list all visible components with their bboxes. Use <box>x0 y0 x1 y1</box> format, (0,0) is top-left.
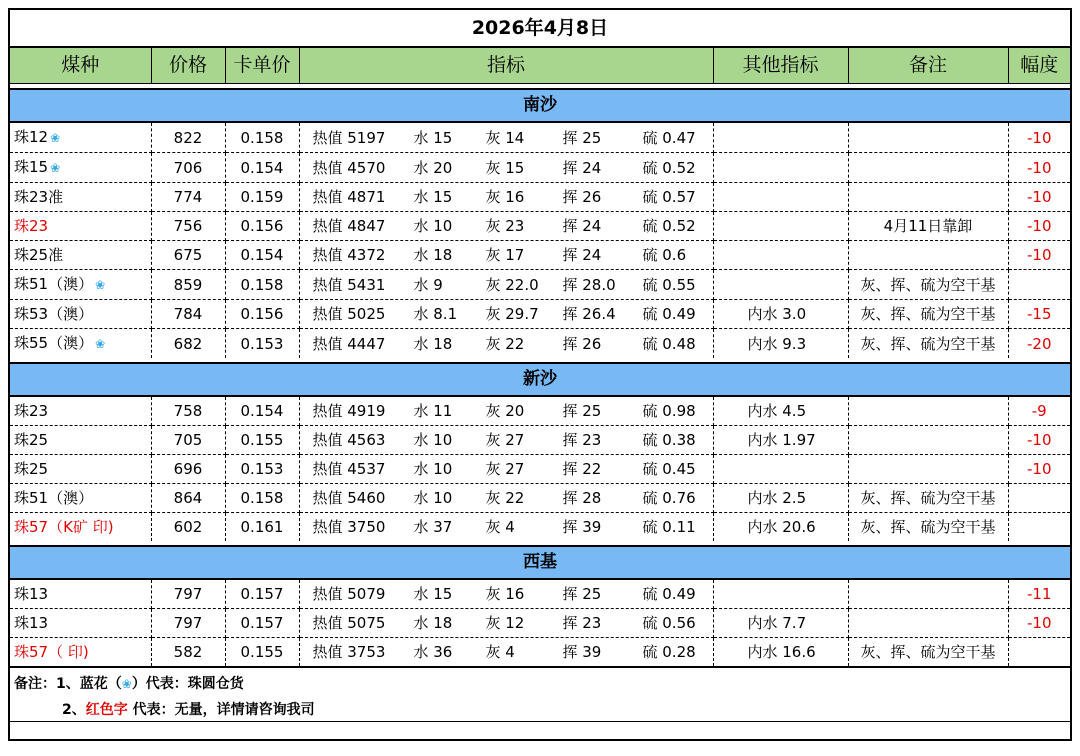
price-cell: 822 <box>151 122 225 153</box>
coal-name: 珠13 <box>14 585 49 603</box>
ash-value: 灰 20 <box>485 402 525 420</box>
heat-value: 热值 3750 <box>312 518 386 536</box>
ash-value: 灰 4 <box>485 643 515 661</box>
coal-name-cell <box>10 513 151 542</box>
other-indicator-cell: 内水 3.0 <box>713 300 848 329</box>
header-indicators: 指标 <box>299 48 713 84</box>
volatile-value: 挥 25 <box>562 585 602 603</box>
indicators-cell <box>299 183 713 212</box>
coal-name: 珠51（澳） <box>14 275 94 293</box>
indicators-cell <box>299 579 713 609</box>
other-indicator-cell: 内水 20.6 <box>713 513 848 542</box>
coal-name-cell <box>10 153 151 183</box>
unit-price-cell: 0.161 <box>225 513 299 542</box>
coal-name-cell <box>10 122 151 153</box>
table-row <box>10 396 1070 426</box>
other-indicator-cell: 内水 4.5 <box>713 396 848 426</box>
unit-price-cell: 0.156 <box>225 300 299 329</box>
blue-flower-icon: ❀ <box>50 161 61 175</box>
remark-cell <box>848 183 1008 212</box>
table-row <box>10 329 1070 359</box>
water-value: 水 11 <box>413 402 453 420</box>
change-cell: -10 <box>1008 609 1070 638</box>
volatile-value: 挥 26 <box>562 334 602 353</box>
coal-name: 珠23 <box>14 217 49 235</box>
change-cell <box>1008 513 1070 542</box>
remark-cell <box>848 396 1008 426</box>
volatile-value: 挥 26.4 <box>562 305 616 323</box>
ash-value: 灰 22 <box>485 334 525 353</box>
table-row <box>10 638 1070 667</box>
table-row <box>10 484 1070 513</box>
water-value: 水 10 <box>413 460 453 478</box>
remark-cell <box>848 426 1008 455</box>
volatile-value: 挥 24 <box>562 217 602 235</box>
coal-name-cell <box>10 300 151 329</box>
section-title: 南沙 <box>10 89 1070 122</box>
heat-value: 热值 4847 <box>312 217 386 235</box>
remark-cell: 灰、挥、硫为空干基 <box>848 484 1008 513</box>
sulfur-value: 硫 0.38 <box>642 431 696 449</box>
remark-cell <box>848 455 1008 484</box>
unit-price-cell: 0.158 <box>225 122 299 153</box>
volatile-value: 挥 23 <box>562 431 602 449</box>
other-indicator-cell <box>713 270 848 300</box>
ash-value: 灰 12 <box>485 614 525 632</box>
remark-cell: 灰、挥、硫为空干基 <box>848 638 1008 667</box>
change-cell: -10 <box>1008 212 1070 241</box>
unit-price-cell: 0.155 <box>225 638 299 667</box>
footer-notes <box>10 666 1070 721</box>
header-price: 价格 <box>151 48 225 84</box>
sulfur-value: 硫 0.49 <box>642 585 696 603</box>
unit-price-cell: 0.158 <box>225 270 299 300</box>
water-value: 水 10 <box>413 489 453 507</box>
volatile-value: 挥 25 <box>562 402 602 420</box>
unit-price-cell: 0.153 <box>225 329 299 359</box>
remark-cell: 灰、挥、硫为空干基 <box>848 513 1008 542</box>
water-value: 水 10 <box>413 431 453 449</box>
ash-value: 灰 29.7 <box>485 305 539 323</box>
section-header-row <box>10 363 1070 396</box>
price-cell: 682 <box>151 329 225 359</box>
change-cell: -10 <box>1008 153 1070 183</box>
change-cell: -10 <box>1008 426 1070 455</box>
unit-price-cell: 0.154 <box>225 396 299 426</box>
unit-price-cell: 0.154 <box>225 241 299 270</box>
sulfur-value: 硫 0.6 <box>642 246 687 264</box>
unit-price-cell: 0.155 <box>225 426 299 455</box>
table-row <box>10 183 1070 212</box>
sulfur-value: 硫 0.45 <box>642 460 696 478</box>
remark-cell: 灰、挥、硫为空干基 <box>848 300 1008 329</box>
heat-value: 热值 4570 <box>312 158 386 177</box>
volatile-value: 挥 39 <box>562 643 602 661</box>
other-indicator-cell <box>713 153 848 183</box>
volatile-value: 挥 39 <box>562 518 602 536</box>
price-cell: 705 <box>151 426 225 455</box>
heat-value: 热值 4447 <box>312 334 386 353</box>
unit-price-cell: 0.154 <box>225 153 299 183</box>
table-row <box>10 270 1070 300</box>
water-value: 水 10 <box>413 217 453 235</box>
header-other-indicators: 其他指标 <box>713 48 848 84</box>
indicators-cell <box>299 396 713 426</box>
blue-flower-icon: ❀ <box>50 131 61 145</box>
water-value: 水 36 <box>413 643 453 661</box>
table-row <box>10 122 1070 153</box>
indicators-cell <box>299 455 713 484</box>
coal-name-cell <box>10 212 151 241</box>
volatile-value: 挥 28 <box>562 489 602 507</box>
ash-value: 灰 22 <box>485 489 525 507</box>
unit-price-cell: 0.153 <box>225 455 299 484</box>
water-value: 水 18 <box>413 246 453 264</box>
coal-name: 珠12 <box>14 128 49 146</box>
sulfur-value: 硫 0.56 <box>642 614 696 632</box>
heat-value: 热值 4537 <box>312 460 386 478</box>
header-remarks: 备注 <box>848 48 1008 84</box>
other-indicator-cell: 内水 1.97 <box>713 426 848 455</box>
coal-name: 珠57（K矿 印) <box>14 518 114 536</box>
volatile-value: 挥 23 <box>562 614 602 632</box>
indicators-cell <box>299 212 713 241</box>
other-indicator-cell: 内水 2.5 <box>713 484 848 513</box>
coal-name: 珠15 <box>14 158 49 176</box>
other-indicator-cell <box>713 241 848 270</box>
table-row <box>10 609 1070 638</box>
heat-value: 热值 4871 <box>312 188 386 206</box>
price-cell: 706 <box>151 153 225 183</box>
change-cell: -10 <box>1008 455 1070 484</box>
coal-name-cell <box>10 455 151 484</box>
other-indicator-cell: 内水 16.6 <box>713 638 848 667</box>
header-coal-type: 煤种 <box>10 48 151 84</box>
heat-value: 热值 5431 <box>312 275 386 294</box>
heat-value: 热值 5197 <box>312 128 386 147</box>
price-cell: 859 <box>151 270 225 300</box>
coal-name: 珠25 <box>14 431 49 449</box>
other-indicator-cell <box>713 212 848 241</box>
sulfur-value: 硫 0.76 <box>642 489 696 507</box>
remark-cell: 灰、挥、硫为空干基 <box>848 329 1008 359</box>
blue-flower-icon: ❀ <box>95 337 106 351</box>
footer-note-2: 2、红色字 代表：无量，详情请咨询我司 <box>62 702 315 718</box>
volatile-value: 挥 22 <box>562 460 602 478</box>
ash-value: 灰 15 <box>485 158 525 177</box>
coal-name-cell <box>10 609 151 638</box>
indicators-cell <box>299 426 713 455</box>
sulfur-value: 硫 0.57 <box>642 188 696 206</box>
coal-name: 珠51（澳） <box>14 489 94 507</box>
remark-cell: 灰、挥、硫为空干基 <box>848 270 1008 300</box>
heat-value: 热值 4372 <box>312 246 386 264</box>
sulfur-value: 硫 0.52 <box>642 158 696 177</box>
price-cell: 675 <box>151 241 225 270</box>
volatile-value: 挥 28.0 <box>562 275 616 294</box>
ash-value: 灰 16 <box>485 585 525 603</box>
coal-name: 珠25准 <box>14 246 64 264</box>
table-row <box>10 153 1070 183</box>
indicators-cell <box>299 638 713 667</box>
coal-name-cell <box>10 396 151 426</box>
table-row <box>10 426 1070 455</box>
price-cell: 602 <box>151 513 225 542</box>
other-indicator-cell: 内水 7.7 <box>713 609 848 638</box>
section-header-row <box>10 89 1070 122</box>
change-cell: -11 <box>1008 579 1070 609</box>
coal-name-cell <box>10 638 151 667</box>
change-cell: -9 <box>1008 396 1070 426</box>
change-cell: -20 <box>1027 334 1052 353</box>
sulfur-value: 硫 0.98 <box>642 402 696 420</box>
heat-value: 热值 5460 <box>312 489 386 507</box>
sulfur-value: 硫 0.49 <box>642 305 696 323</box>
blue-flower-icon: ❀ <box>95 278 106 292</box>
heat-value: 热值 3753 <box>312 643 386 661</box>
ash-value: 灰 4 <box>485 518 515 536</box>
header-row <box>10 48 1070 84</box>
unit-price-cell: 0.159 <box>225 183 299 212</box>
indicators-cell <box>299 153 713 183</box>
ash-value: 灰 22.0 <box>485 275 539 294</box>
coal-name: 珠57（ 印) <box>14 643 89 661</box>
sulfur-value: 硫 0.48 <box>642 334 696 353</box>
blue-flower-icon: ❀ <box>121 677 132 691</box>
coal-name: 珠25 <box>14 460 49 478</box>
water-value: 水 15 <box>413 188 453 206</box>
ash-value: 灰 23 <box>485 217 525 235</box>
water-value: 水 18 <box>413 334 453 353</box>
change-cell: -15 <box>1008 300 1070 329</box>
ash-value: 灰 27 <box>485 431 525 449</box>
empty-footer-row <box>10 721 1070 756</box>
sulfur-value: 硫 0.11 <box>642 518 696 536</box>
volatile-value: 挥 26 <box>562 188 602 206</box>
sulfur-value: 硫 0.52 <box>642 217 696 235</box>
water-value: 水 20 <box>413 158 453 177</box>
coal-name-cell <box>10 241 151 270</box>
ash-value: 灰 17 <box>485 246 525 264</box>
heat-value: 热值 5079 <box>312 585 386 603</box>
heat-value: 热值 5025 <box>312 305 386 323</box>
change-cell <box>1008 638 1070 667</box>
change-cell <box>1008 270 1070 300</box>
indicators-cell <box>299 484 713 513</box>
sheet-title: 2026年4月8日 <box>10 10 1070 47</box>
other-indicator-cell <box>713 455 848 484</box>
change-cell <box>1008 484 1070 513</box>
table-body <box>10 84 1070 667</box>
coal-name: 珠23准 <box>14 188 64 206</box>
coal-name-cell <box>10 579 151 609</box>
heat-value: 热值 4563 <box>312 431 386 449</box>
table-row <box>10 455 1070 484</box>
section-header-row <box>10 546 1070 579</box>
indicators-cell <box>299 609 713 638</box>
price-cell: 756 <box>151 212 225 241</box>
price-cell: 797 <box>151 579 225 609</box>
unit-price-cell: 0.156 <box>225 212 299 241</box>
header-change: 幅度 <box>1008 48 1070 84</box>
price-cell: 582 <box>151 638 225 667</box>
other-indicator-cell <box>713 579 848 609</box>
heat-value: 热值 5075 <box>312 614 386 632</box>
change-cell: -10 <box>1008 183 1070 212</box>
volatile-value: 挥 24 <box>562 158 602 177</box>
water-value: 水 9 <box>413 275 443 294</box>
water-value: 水 15 <box>413 128 453 147</box>
sulfur-value: 硫 0.28 <box>642 643 696 661</box>
coal-name-cell <box>10 329 151 359</box>
remark-cell <box>848 609 1008 638</box>
remark-cell <box>848 579 1008 609</box>
price-cell: 864 <box>151 484 225 513</box>
sulfur-value: 硫 0.55 <box>642 275 696 294</box>
other-indicator-cell <box>713 122 848 153</box>
remark-cell: 4月11日靠卸 <box>848 212 1008 241</box>
volatile-value: 挥 24 <box>562 246 602 264</box>
water-value: 水 37 <box>413 518 453 536</box>
table-row <box>10 241 1070 270</box>
unit-price-cell: 0.158 <box>225 484 299 513</box>
heat-value: 热值 4919 <box>312 402 386 420</box>
indicators-cell <box>299 300 713 329</box>
unit-price-cell: 0.157 <box>225 609 299 638</box>
change-cell: -10 <box>1008 241 1070 270</box>
other-indicator-cell <box>713 183 848 212</box>
remark-cell <box>848 241 1008 270</box>
table-row <box>10 513 1070 542</box>
price-cell: 758 <box>151 396 225 426</box>
section-title: 西基 <box>10 546 1070 579</box>
indicators-cell <box>299 270 713 300</box>
coal-name: 珠13 <box>14 614 49 632</box>
other-indicator-cell: 内水 9.3 <box>713 329 848 359</box>
price-cell: 784 <box>151 300 225 329</box>
coal-table <box>10 47 1070 666</box>
unit-price-cell: 0.157 <box>225 579 299 609</box>
ash-value: 灰 16 <box>485 188 525 206</box>
coal-name: 珠53（澳） <box>14 305 94 323</box>
header-unit-price: 卡单价 <box>225 48 299 84</box>
price-cell: 696 <box>151 455 225 484</box>
price-sheet <box>8 8 1072 741</box>
table-row <box>10 300 1070 329</box>
volatile-value: 挥 25 <box>562 128 602 147</box>
water-value: 水 15 <box>413 585 453 603</box>
ash-value: 灰 14 <box>485 128 525 147</box>
remark-cell <box>848 153 1008 183</box>
coal-name-cell <box>10 270 151 300</box>
remark-cell <box>848 122 1008 153</box>
sulfur-value: 硫 0.47 <box>642 128 696 147</box>
indicators-cell <box>299 329 713 359</box>
coal-name-cell <box>10 484 151 513</box>
water-value: 水 8.1 <box>413 305 458 323</box>
coal-name-cell <box>10 426 151 455</box>
ash-value: 灰 27 <box>485 460 525 478</box>
table-row <box>10 212 1070 241</box>
footer-note-1: 备注：1、蓝花（❀）代表：珠圆仓货 <box>14 676 244 692</box>
indicators-cell <box>299 122 713 153</box>
coal-name-cell <box>10 183 151 212</box>
price-cell: 797 <box>151 609 225 638</box>
change-cell: -10 <box>1008 122 1070 153</box>
coal-name: 珠55（澳） <box>14 334 94 352</box>
price-cell: 774 <box>151 183 225 212</box>
water-value: 水 18 <box>413 614 453 632</box>
coal-name: 珠23 <box>14 402 49 420</box>
indicators-cell <box>299 241 713 270</box>
section-title: 新沙 <box>10 363 1070 396</box>
indicators-cell <box>299 513 713 542</box>
table-row <box>10 579 1070 609</box>
